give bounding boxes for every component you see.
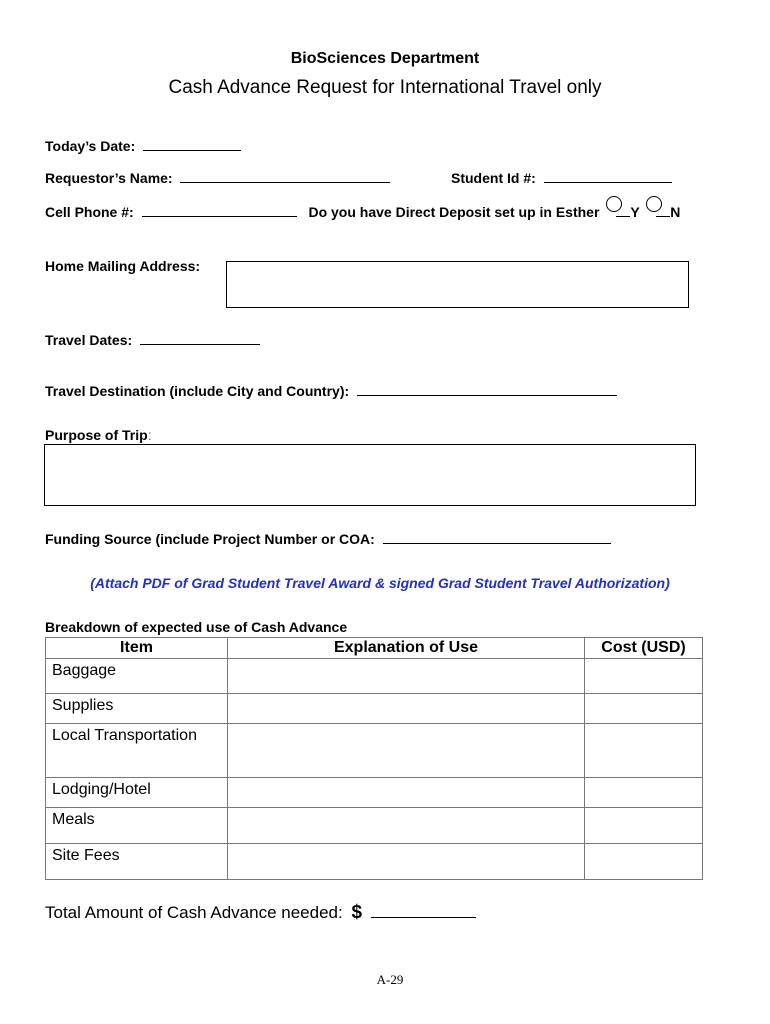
table-row (46, 724, 703, 778)
purpose-colon: : (147, 427, 152, 443)
student-id-label: Student Id #: (451, 170, 536, 186)
cost-cell[interactable] (585, 724, 703, 778)
home-address-input[interactable] (226, 261, 689, 308)
explanation-cell[interactable] (228, 694, 585, 724)
explanation-cell[interactable] (228, 724, 585, 778)
funding-source-row (45, 530, 611, 547)
funding-source-label: Funding Source (include Project Number or COA: (45, 531, 375, 547)
direct-deposit-label: Do you have Direct Deposit set up in Esther (308, 204, 600, 220)
purpose-input[interactable] (44, 444, 696, 506)
home-address-label: Home Mailing Address: (45, 258, 201, 274)
todays-date-row (45, 137, 241, 154)
cost-cell[interactable] (585, 659, 703, 694)
travel-dates-field[interactable] (140, 331, 260, 345)
purpose-label: Purpose of Trip (45, 427, 148, 443)
requestor-name-field[interactable] (180, 169, 390, 183)
direct-deposit-yes-label: Y (630, 204, 640, 220)
cost-cell[interactable] (585, 778, 703, 808)
breakdown-table (45, 637, 703, 880)
travel-destination-field[interactable] (357, 382, 617, 396)
requestor-name-row (45, 169, 390, 186)
total-label: Total Amount of Cash Advance needed: (45, 903, 343, 922)
explanation-cell[interactable] (228, 808, 585, 844)
explanation-cell[interactable] (228, 659, 585, 694)
cell-phone-field[interactable] (142, 203, 297, 217)
cell-phone-label: Cell Phone #: (45, 204, 134, 220)
direct-deposit-no-label: N (670, 204, 681, 220)
table-row (46, 694, 703, 724)
total-row (45, 902, 476, 924)
page-code: A-29 (376, 972, 404, 987)
item-cell: Supplies (46, 694, 228, 724)
attach-note: (Attach PDF of Grad Student Travel Award & signed Grad Student Travel Authorization) (90, 575, 670, 591)
department-name: BioSciences Department (290, 50, 480, 67)
item-cell: Site Fees (46, 844, 228, 880)
travel-destination-label: Travel Destination (include City and Country): (45, 383, 350, 399)
requestor-name-label: Requestor’s Name: (45, 170, 173, 186)
cost-cell[interactable] (585, 808, 703, 844)
item-cell: Baggage (46, 659, 228, 694)
form-title: Cash Advance Request for International Travel only (168, 77, 602, 98)
item-cell: Lodging/Hotel (46, 778, 228, 808)
funding-source-field[interactable] (383, 530, 611, 544)
total-amount-field[interactable] (371, 902, 476, 918)
table-row (46, 844, 703, 880)
cost-cell[interactable] (585, 844, 703, 880)
travel-dates-label: Travel Dates: (45, 332, 133, 348)
travel-dates-row (45, 331, 260, 348)
table-row (46, 659, 703, 694)
cell-phone-row (45, 202, 680, 220)
travel-destination-row (45, 382, 617, 399)
item-cell: Local Transportation (46, 724, 228, 778)
item-cell: Meals (46, 808, 228, 844)
column-header-item: Item (46, 638, 228, 659)
table-header-row (46, 638, 703, 659)
explanation-cell[interactable] (228, 844, 585, 880)
column-header-explanation: Explanation of Use (228, 638, 585, 659)
currency-symbol: $ (351, 902, 363, 923)
purpose-row (45, 427, 152, 443)
cost-cell[interactable] (585, 694, 703, 724)
student-id-row (451, 169, 672, 186)
student-id-field[interactable] (544, 169, 672, 183)
todays-date-field[interactable] (143, 137, 241, 151)
table-row (46, 778, 703, 808)
column-header-cost: Cost (USD) (585, 638, 703, 659)
table-row (46, 808, 703, 844)
todays-date-label: Today’s Date: (45, 138, 136, 154)
explanation-cell[interactable] (228, 778, 585, 808)
breakdown-caption: Breakdown of expected use of Cash Advance (45, 619, 348, 635)
